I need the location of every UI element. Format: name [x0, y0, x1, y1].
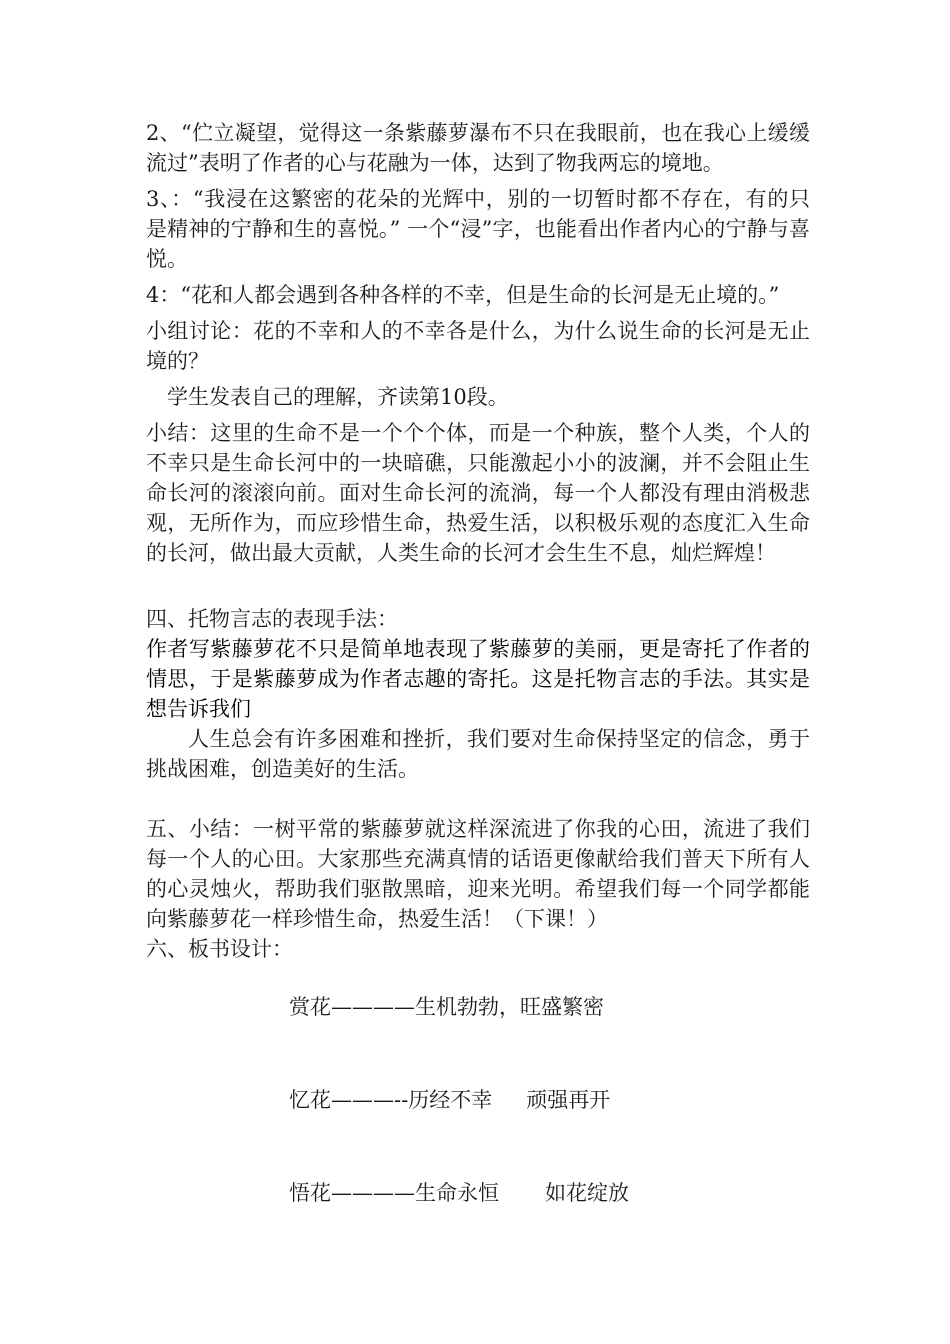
document-body	[146, 118, 810, 964]
board-row-realize	[289, 1178, 629, 1209]
paragraph-group-discussion: 小组讨论：花的不幸和人的不幸各是什么，为什么说生命的长河是无止境的？	[146, 319, 810, 373]
section-6-heading: 六、板书设计：	[146, 937, 293, 961]
board-row-1-text: 赏花————生机勃勃，旺盛繁密	[289, 995, 604, 1019]
paragraph-point-3: 3、：“我浸在这繁密的花朵的光辉中，别的一切暂时都不存在，有的只是精神的宁静和生的喜悦。” 一个“浸”字，也能看出作者内心的宁静与喜悦。	[146, 187, 810, 271]
section-5-summary: 五、小结：一树平常的紫藤萝就这样深流进了你我的心田，流进了我们每一个人的心田。大家那些充满真情的话语更像献给我们普天下所有人的心灵烛火，帮助我们驱散黑暗，迎来光明。希望我们每一个同学都能向紫藤萝花一样珍惜生命，热爱生活！（下课！）	[146, 817, 810, 931]
section-4-body: 作者写紫藤萝花不只是简单地表现了紫藤萝的美丽，更是寄托了作者的情思，于是紫藤萝成为作者志趣的寄托。这是托物言志的手法。其实是想告诉我们	[146, 637, 810, 721]
board-row-appreciate	[289, 992, 629, 1023]
paragraph-point-2: 2、“伫立凝望，觉得这一条紫藤萝瀑布不只在我眼前，也在我心上缓缓流过”表明了作者的心与花融为一体，达到了物我两忘的境地。	[146, 121, 810, 175]
blackboard-design	[289, 930, 629, 1240]
board-row-recall	[289, 1085, 629, 1116]
section-4-message: 人生总会有许多困难和挫折，我们要对生命保持坚定的信念，勇于挑战困难，创造美好的生活。	[146, 727, 810, 781]
section-4-heading: 四、托物言志的表现手法：	[146, 607, 398, 631]
paragraph-student-reading: 学生发表自己的理解，齐读第10段。	[167, 385, 509, 409]
paragraph-point-4: 4：“花和人都会遇到各种各样的不幸，但是生命的长河是无止境的。”	[146, 283, 780, 307]
board-row-2-result: 顽强再开	[526, 1088, 611, 1112]
board-row-3-result: 如花绽放	[545, 1181, 629, 1205]
board-row-3-text: 悟花————生命永恒	[289, 1181, 499, 1205]
board-row-2-text: 忆花———--历经不幸	[289, 1088, 493, 1112]
paragraph-summary: 小结：这里的生命不是一个个个体，而是一个种族，整个人类，个人的不幸只是生命长河中的一块暗礁，只能激起小小的波澜，并不会阻止生命长河的滚滚向前。面对生命长河的流淌，每一个人都没有理由消极悲观，无所作为，而应珍惜生命，热爱生活，以积极乐观的态度汇入生命的长河，做出最大贡献，人类生命的长河才会生生不息，灿烂辉煌！	[146, 421, 810, 565]
